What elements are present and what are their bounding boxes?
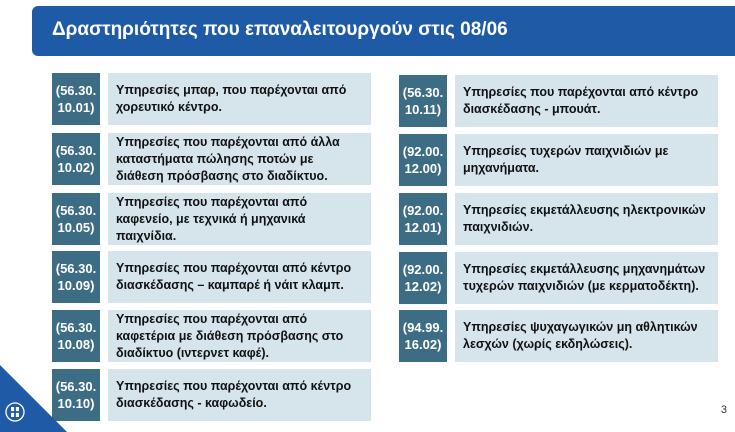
- activity-code: (56.30. 10.11): [399, 75, 447, 127]
- activity-code: (56.30. 10.01): [52, 73, 100, 125]
- activity-code: (56.30. 10.10): [52, 369, 100, 421]
- activity-description: Υπηρεσίες που παρέχονται από κέντρο διασκέδασης – καμπαρέ ή νάιτ κλαμπ.: [108, 251, 371, 303]
- activity-code: (92.00. 12.00): [399, 134, 447, 186]
- activity-code: (56.30. 10.02): [52, 133, 100, 185]
- activity-code: (92.00. 12.02): [399, 252, 447, 304]
- page-number: 3: [720, 404, 727, 416]
- activity-description: Υπηρεσίες που παρέχονται από άλλα καταστήματα πώλησης ποτών με διάθεση πρόσβασης στο διαδίκτυο.: [108, 133, 371, 185]
- activity-description: Υπηρεσίες ψυχαγωγικών μη αθλητικών λεσχών (χωρίς εκδηλώσεις).: [455, 310, 718, 362]
- activity-code: (56.30. 10.08): [52, 310, 100, 362]
- activity-description: Υπηρεσίες τυχερών παιχνιδιών με μηχανήματα.: [455, 134, 718, 186]
- slide-title: Δραστηριότητες που επαναλειτουργούν στις 08/06: [52, 19, 508, 40]
- slide-header: [32, 6, 735, 56]
- activity-description: Υπηρεσίες που παρέχονται από κέντρο διασκέδασης - μπουάτ.: [455, 75, 718, 127]
- activity-description: Υπηρεσίες που παρέχονται από καφετέρια με διάθεση πρόσβασης στο διαδίκτυο (ιντερνετ καφέ).: [108, 310, 371, 362]
- activity-description: Υπηρεσίες που παρέχονται από κέντρο διασκέδασης - καφωδείο.: [108, 369, 371, 421]
- activity-code: (92.00. 12.01): [399, 193, 447, 245]
- activity-description: Υπηρεσίες μπαρ, που παρέχονται από χορευτικό κέντρο.: [108, 73, 371, 125]
- activity-code: (56.30. 10.09): [52, 251, 100, 303]
- greek-coat-of-arms-icon: [5, 402, 25, 422]
- activity-description: Υπηρεσίες εκμετάλλευσης μηχανημάτων τυχερών παιχνιδιών (με κερματοδέκτη).: [455, 252, 718, 304]
- activity-description: Υπηρεσίες εκμετάλλευσης ηλεκτρονικών παιχνιδιών.: [455, 193, 718, 245]
- activity-code: (56.30. 10.05): [52, 193, 100, 245]
- activity-description: Υπηρεσίες που παρέχονται από καφενείο, με τεχνικά ή μηχανικά παιχνίδια.: [108, 193, 371, 245]
- activity-code: (94.99. 16.02): [399, 310, 447, 362]
